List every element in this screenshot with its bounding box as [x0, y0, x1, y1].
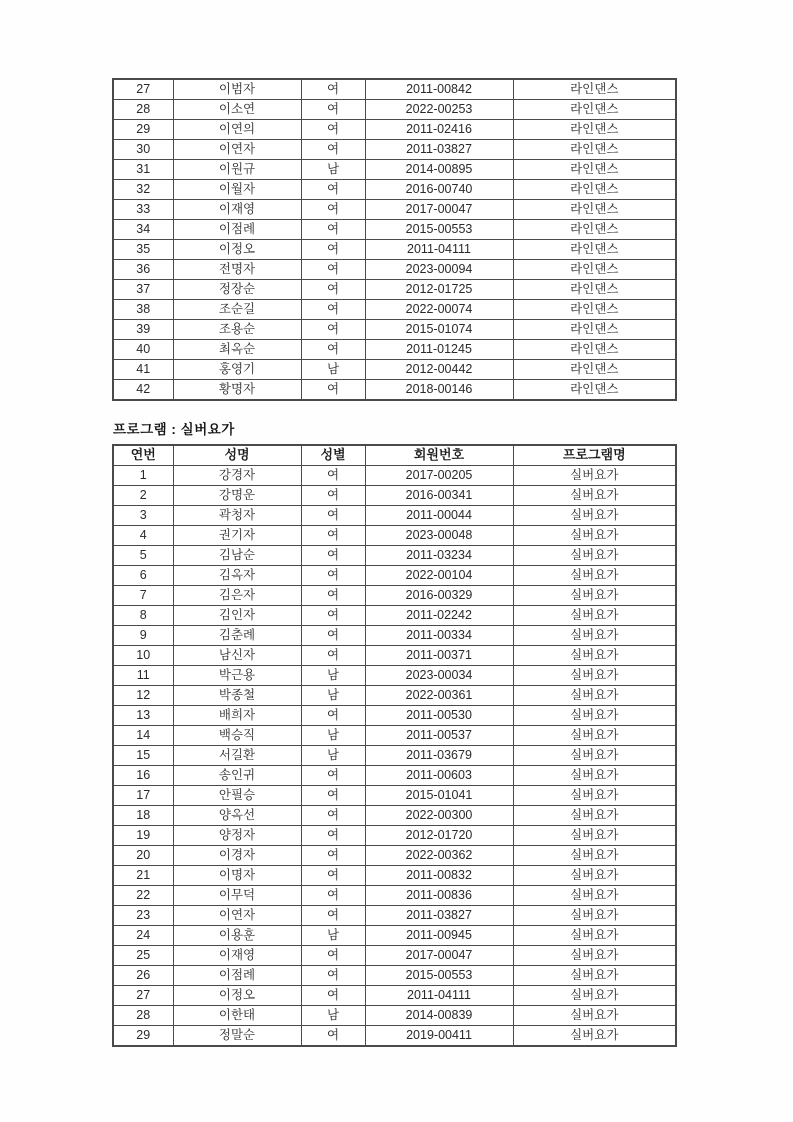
cell-gender: 여: [301, 220, 365, 240]
header-row: [113, 445, 676, 466]
cell-gender: 여: [301, 486, 365, 506]
cell-number: 28: [113, 1006, 173, 1026]
cell-gender: 여: [301, 79, 365, 100]
column-header-name: 성명: [173, 445, 301, 466]
table-row: [113, 280, 676, 300]
cell-name: 이점례: [173, 966, 301, 986]
table-row: [113, 706, 676, 726]
table-row: [113, 566, 676, 586]
cell-memberid: 2012-01725: [365, 280, 513, 300]
cell-number: 4: [113, 526, 173, 546]
cell-memberid: 2011-02416: [365, 120, 513, 140]
cell-program: 실버요가: [513, 966, 676, 986]
cell-number: 31: [113, 160, 173, 180]
cell-program: 라인댄스: [513, 320, 676, 340]
cell-number: 17: [113, 786, 173, 806]
cell-program: 라인댄스: [513, 300, 676, 320]
cell-gender: 여: [301, 506, 365, 526]
silver-yoga-roster-body: [113, 466, 676, 1047]
table-row: [113, 606, 676, 626]
table-row: [113, 926, 676, 946]
cell-memberid: 2015-01041: [365, 786, 513, 806]
cell-number: 6: [113, 566, 173, 586]
cell-memberid: 2019-00411: [365, 1026, 513, 1047]
cell-gender: 여: [301, 466, 365, 486]
table-row: [113, 79, 676, 100]
cell-program: 실버요가: [513, 626, 676, 646]
cell-name: 서길환: [173, 746, 301, 766]
cell-memberid: 2011-00836: [365, 886, 513, 906]
cell-name: 안필승: [173, 786, 301, 806]
table-row: [113, 666, 676, 686]
cell-number: 41: [113, 360, 173, 380]
cell-program: 라인댄스: [513, 180, 676, 200]
cell-program: 실버요가: [513, 926, 676, 946]
cell-name: 백승직: [173, 726, 301, 746]
cell-number: 7: [113, 586, 173, 606]
cell-memberid: 2011-00334: [365, 626, 513, 646]
cell-gender: 남: [301, 666, 365, 686]
cell-number: 39: [113, 320, 173, 340]
cell-gender: 여: [301, 886, 365, 906]
cell-program: 라인댄스: [513, 140, 676, 160]
cell-gender: 여: [301, 200, 365, 220]
cell-memberid: 2022-00253: [365, 100, 513, 120]
cell-number: 26: [113, 966, 173, 986]
cell-number: 5: [113, 546, 173, 566]
cell-program: 실버요가: [513, 526, 676, 546]
cell-program: 실버요가: [513, 566, 676, 586]
cell-program: 실버요가: [513, 846, 676, 866]
table-row: [113, 120, 676, 140]
cell-name: 김남순: [173, 546, 301, 566]
cell-name: 김은자: [173, 586, 301, 606]
table-row: [113, 746, 676, 766]
cell-memberid: 2012-00442: [365, 360, 513, 380]
cell-gender: 여: [301, 280, 365, 300]
cell-memberid: 2015-00553: [365, 220, 513, 240]
cell-program: 라인댄스: [513, 220, 676, 240]
table-row: [113, 160, 676, 180]
cell-name: 이연의: [173, 120, 301, 140]
cell-gender: 여: [301, 140, 365, 160]
table-row: [113, 300, 676, 320]
cell-name: 권기자: [173, 526, 301, 546]
cell-program: 실버요가: [513, 726, 676, 746]
cell-gender: 여: [301, 240, 365, 260]
cell-gender: 여: [301, 546, 365, 566]
cell-program: 라인댄스: [513, 79, 676, 100]
cell-name: 정장순: [173, 280, 301, 300]
table-row: [113, 200, 676, 220]
table-row: [113, 726, 676, 746]
column-header-number: 연번: [113, 445, 173, 466]
cell-program: 실버요가: [513, 586, 676, 606]
cell-gender: 여: [301, 380, 365, 401]
cell-name: 이재영: [173, 946, 301, 966]
column-header-memberid: 회원번호: [365, 445, 513, 466]
cell-program: 실버요가: [513, 606, 676, 626]
cell-name: 최옥순: [173, 340, 301, 360]
table-row: [113, 586, 676, 606]
cell-name: 박종철: [173, 686, 301, 706]
table-row: [113, 866, 676, 886]
cell-memberid: 2017-00205: [365, 466, 513, 486]
cell-program: 실버요가: [513, 466, 676, 486]
cell-memberid: 2022-00362: [365, 846, 513, 866]
cell-memberid: 2022-00104: [365, 566, 513, 586]
table-row: [113, 786, 676, 806]
table-row: [113, 806, 676, 826]
cell-name: 김옥자: [173, 566, 301, 586]
table-row: [113, 220, 676, 240]
table-row: [113, 626, 676, 646]
cell-gender: 남: [301, 926, 365, 946]
cell-memberid: 2022-00300: [365, 806, 513, 826]
cell-number: 23: [113, 906, 173, 926]
cell-name: 양옥선: [173, 806, 301, 826]
cell-name: 정말순: [173, 1026, 301, 1047]
cell-gender: 여: [301, 966, 365, 986]
cell-program: 라인댄스: [513, 340, 676, 360]
cell-program: 라인댄스: [513, 120, 676, 140]
cell-memberid: 2016-00740: [365, 180, 513, 200]
table-row: [113, 946, 676, 966]
cell-name: 이점례: [173, 220, 301, 240]
cell-number: 14: [113, 726, 173, 746]
table-row: [113, 826, 676, 846]
cell-memberid: 2018-00146: [365, 380, 513, 401]
cell-program: 실버요가: [513, 486, 676, 506]
cell-gender: 여: [301, 766, 365, 786]
cell-gender: 여: [301, 1026, 365, 1047]
cell-number: 29: [113, 1026, 173, 1047]
cell-memberid: 2016-00329: [365, 586, 513, 606]
cell-program: 실버요가: [513, 706, 676, 726]
table-row: [113, 1006, 676, 1026]
cell-program: 라인댄스: [513, 240, 676, 260]
cell-memberid: 2011-01245: [365, 340, 513, 360]
table-row: [113, 486, 676, 506]
cell-number: 2: [113, 486, 173, 506]
cell-name: 강경자: [173, 466, 301, 486]
table-row: [113, 380, 676, 401]
cell-name: 조순길: [173, 300, 301, 320]
cell-gender: 남: [301, 160, 365, 180]
cell-program: 실버요가: [513, 646, 676, 666]
cell-number: 30: [113, 140, 173, 160]
cell-memberid: 2022-00074: [365, 300, 513, 320]
cell-name: 이무덕: [173, 886, 301, 906]
cell-program: 실버요가: [513, 746, 676, 766]
cell-number: 40: [113, 340, 173, 360]
cell-name: 이명자: [173, 866, 301, 886]
cell-name: 이연자: [173, 140, 301, 160]
table-row: [113, 1026, 676, 1047]
cell-memberid: 2011-04111: [365, 986, 513, 1006]
cell-name: 황명자: [173, 380, 301, 401]
table-row: [113, 886, 676, 906]
table-row: [113, 180, 676, 200]
cell-gender: 남: [301, 360, 365, 380]
table-row: [113, 466, 676, 486]
cell-gender: 여: [301, 100, 365, 120]
cell-name: 양정자: [173, 826, 301, 846]
cell-name: 조용순: [173, 320, 301, 340]
cell-gender: 여: [301, 786, 365, 806]
cell-memberid: 2011-03827: [365, 906, 513, 926]
cell-program: 라인댄스: [513, 360, 676, 380]
cell-memberid: 2011-00371: [365, 646, 513, 666]
cell-name: 이원규: [173, 160, 301, 180]
cell-memberid: 2011-03827: [365, 140, 513, 160]
cell-number: 3: [113, 506, 173, 526]
table-row: [113, 506, 676, 526]
cell-program: 실버요가: [513, 986, 676, 1006]
cell-name: 이범자: [173, 79, 301, 100]
cell-name: 김춘례: [173, 626, 301, 646]
cell-program: 실버요가: [513, 666, 676, 686]
cell-name: 이재영: [173, 200, 301, 220]
cell-number: 32: [113, 180, 173, 200]
cell-gender: 여: [301, 646, 365, 666]
cell-gender: 여: [301, 986, 365, 1006]
cell-number: 11: [113, 666, 173, 686]
cell-name: 이월자: [173, 180, 301, 200]
cell-memberid: 2011-00603: [365, 766, 513, 786]
cell-memberid: 2011-00530: [365, 706, 513, 726]
cell-program: 라인댄스: [513, 160, 676, 180]
cell-gender: 여: [301, 120, 365, 140]
cell-memberid: 2017-00047: [365, 200, 513, 220]
cell-program: 실버요가: [513, 886, 676, 906]
cell-number: 36: [113, 260, 173, 280]
cell-program: 실버요가: [513, 866, 676, 886]
cell-program: 라인댄스: [513, 280, 676, 300]
cell-number: 21: [113, 866, 173, 886]
cell-program: 라인댄스: [513, 260, 676, 280]
cell-program: 실버요가: [513, 806, 676, 826]
cell-number: 16: [113, 766, 173, 786]
cell-number: 27: [113, 986, 173, 1006]
cell-number: 42: [113, 380, 173, 401]
cell-gender: 여: [301, 906, 365, 926]
table-row: [113, 360, 676, 380]
cell-number: 34: [113, 220, 173, 240]
cell-number: 24: [113, 926, 173, 946]
cell-name: 이연자: [173, 906, 301, 926]
cell-name: 곽청자: [173, 506, 301, 526]
cell-name: 이경자: [173, 846, 301, 866]
table-row: [113, 240, 676, 260]
cell-number: 20: [113, 846, 173, 866]
cell-gender: 여: [301, 846, 365, 866]
cell-number: 38: [113, 300, 173, 320]
cell-memberid: 2011-04111: [365, 240, 513, 260]
cell-program: 실버요가: [513, 826, 676, 846]
cell-number: 28: [113, 100, 173, 120]
cell-number: 13: [113, 706, 173, 726]
cell-gender: 여: [301, 180, 365, 200]
cell-program: 라인댄스: [513, 380, 676, 401]
cell-program: 실버요가: [513, 686, 676, 706]
table-row: [113, 966, 676, 986]
table-row: [113, 320, 676, 340]
cell-program: 실버요가: [513, 786, 676, 806]
cell-memberid: 2022-00361: [365, 686, 513, 706]
cell-number: 18: [113, 806, 173, 826]
cell-number: 27: [113, 79, 173, 100]
column-header-program: 프로그램명: [513, 445, 676, 466]
cell-memberid: 2023-00034: [365, 666, 513, 686]
cell-name: 남신자: [173, 646, 301, 666]
cell-gender: 여: [301, 566, 365, 586]
cell-memberid: 2023-00048: [365, 526, 513, 546]
section-heading-silver-yoga: 프로그램 : 실버요가: [113, 422, 235, 437]
cell-gender: 여: [301, 586, 365, 606]
silver-yoga-roster-table: [112, 444, 677, 1047]
cell-name: 배희자: [173, 706, 301, 726]
cell-memberid: 2011-03679: [365, 746, 513, 766]
cell-number: 15: [113, 746, 173, 766]
cell-memberid: 2014-00839: [365, 1006, 513, 1026]
cell-gender: 남: [301, 726, 365, 746]
column-header-gender: 성별: [301, 445, 365, 466]
cell-program: 실버요가: [513, 766, 676, 786]
cell-gender: 남: [301, 1006, 365, 1026]
table-row: [113, 526, 676, 546]
cell-gender: 남: [301, 746, 365, 766]
line-dance-roster-table: [112, 78, 677, 401]
cell-number: 25: [113, 946, 173, 966]
cell-memberid: 2015-01074: [365, 320, 513, 340]
cell-number: 29: [113, 120, 173, 140]
cell-name: 박근용: [173, 666, 301, 686]
cell-gender: 여: [301, 866, 365, 886]
cell-number: 35: [113, 240, 173, 260]
cell-memberid: 2011-03234: [365, 546, 513, 566]
table-row: [113, 986, 676, 1006]
cell-name: 김인자: [173, 606, 301, 626]
line-dance-roster-body: [113, 79, 676, 400]
table-row: [113, 906, 676, 926]
table-row: [113, 140, 676, 160]
cell-number: 19: [113, 826, 173, 846]
cell-number: 9: [113, 626, 173, 646]
cell-number: 8: [113, 606, 173, 626]
cell-number: 10: [113, 646, 173, 666]
cell-program: 실버요가: [513, 1006, 676, 1026]
cell-gender: 여: [301, 526, 365, 546]
cell-gender: 여: [301, 320, 365, 340]
cell-name: 강명운: [173, 486, 301, 506]
table-row: [113, 260, 676, 280]
cell-gender: 남: [301, 686, 365, 706]
cell-memberid: 2011-00044: [365, 506, 513, 526]
silver-yoga-roster-header: [113, 445, 676, 466]
cell-number: 12: [113, 686, 173, 706]
table-row: [113, 340, 676, 360]
cell-gender: 여: [301, 706, 365, 726]
cell-name: 이정오: [173, 240, 301, 260]
table-row: [113, 646, 676, 666]
cell-number: 22: [113, 886, 173, 906]
cell-program: 실버요가: [513, 906, 676, 926]
cell-memberid: 2016-00341: [365, 486, 513, 506]
cell-name: 이정오: [173, 986, 301, 1006]
cell-memberid: 2023-00094: [365, 260, 513, 280]
cell-number: 33: [113, 200, 173, 220]
cell-name: 홍영기: [173, 360, 301, 380]
cell-program: 실버요가: [513, 946, 676, 966]
cell-name: 이소연: [173, 100, 301, 120]
cell-gender: 여: [301, 300, 365, 320]
cell-name: 이한태: [173, 1006, 301, 1026]
cell-gender: 여: [301, 260, 365, 280]
cell-gender: 여: [301, 946, 365, 966]
cell-gender: 여: [301, 626, 365, 646]
cell-memberid: 2015-00553: [365, 966, 513, 986]
table-row: [113, 846, 676, 866]
table-row: [113, 546, 676, 566]
cell-number: 1: [113, 466, 173, 486]
cell-memberid: 2014-00895: [365, 160, 513, 180]
cell-memberid: 2017-00047: [365, 946, 513, 966]
cell-memberid: 2011-02242: [365, 606, 513, 626]
cell-memberid: 2012-01720: [365, 826, 513, 846]
cell-program: 실버요가: [513, 506, 676, 526]
cell-program: 라인댄스: [513, 200, 676, 220]
cell-gender: 여: [301, 826, 365, 846]
cell-name: 전명자: [173, 260, 301, 280]
table-row: [113, 100, 676, 120]
cell-name: 이용훈: [173, 926, 301, 946]
cell-memberid: 2011-00842: [365, 79, 513, 100]
cell-memberid: 2011-00832: [365, 866, 513, 886]
cell-program: 실버요가: [513, 546, 676, 566]
cell-gender: 여: [301, 806, 365, 826]
cell-program: 라인댄스: [513, 100, 676, 120]
cell-program: 실버요가: [513, 1026, 676, 1047]
table-row: [113, 766, 676, 786]
cell-memberid: 2011-00945: [365, 926, 513, 946]
cell-memberid: 2011-00537: [365, 726, 513, 746]
cell-gender: 여: [301, 606, 365, 626]
cell-name: 송인귀: [173, 766, 301, 786]
table-row: [113, 686, 676, 706]
cell-number: 37: [113, 280, 173, 300]
cell-gender: 여: [301, 340, 365, 360]
